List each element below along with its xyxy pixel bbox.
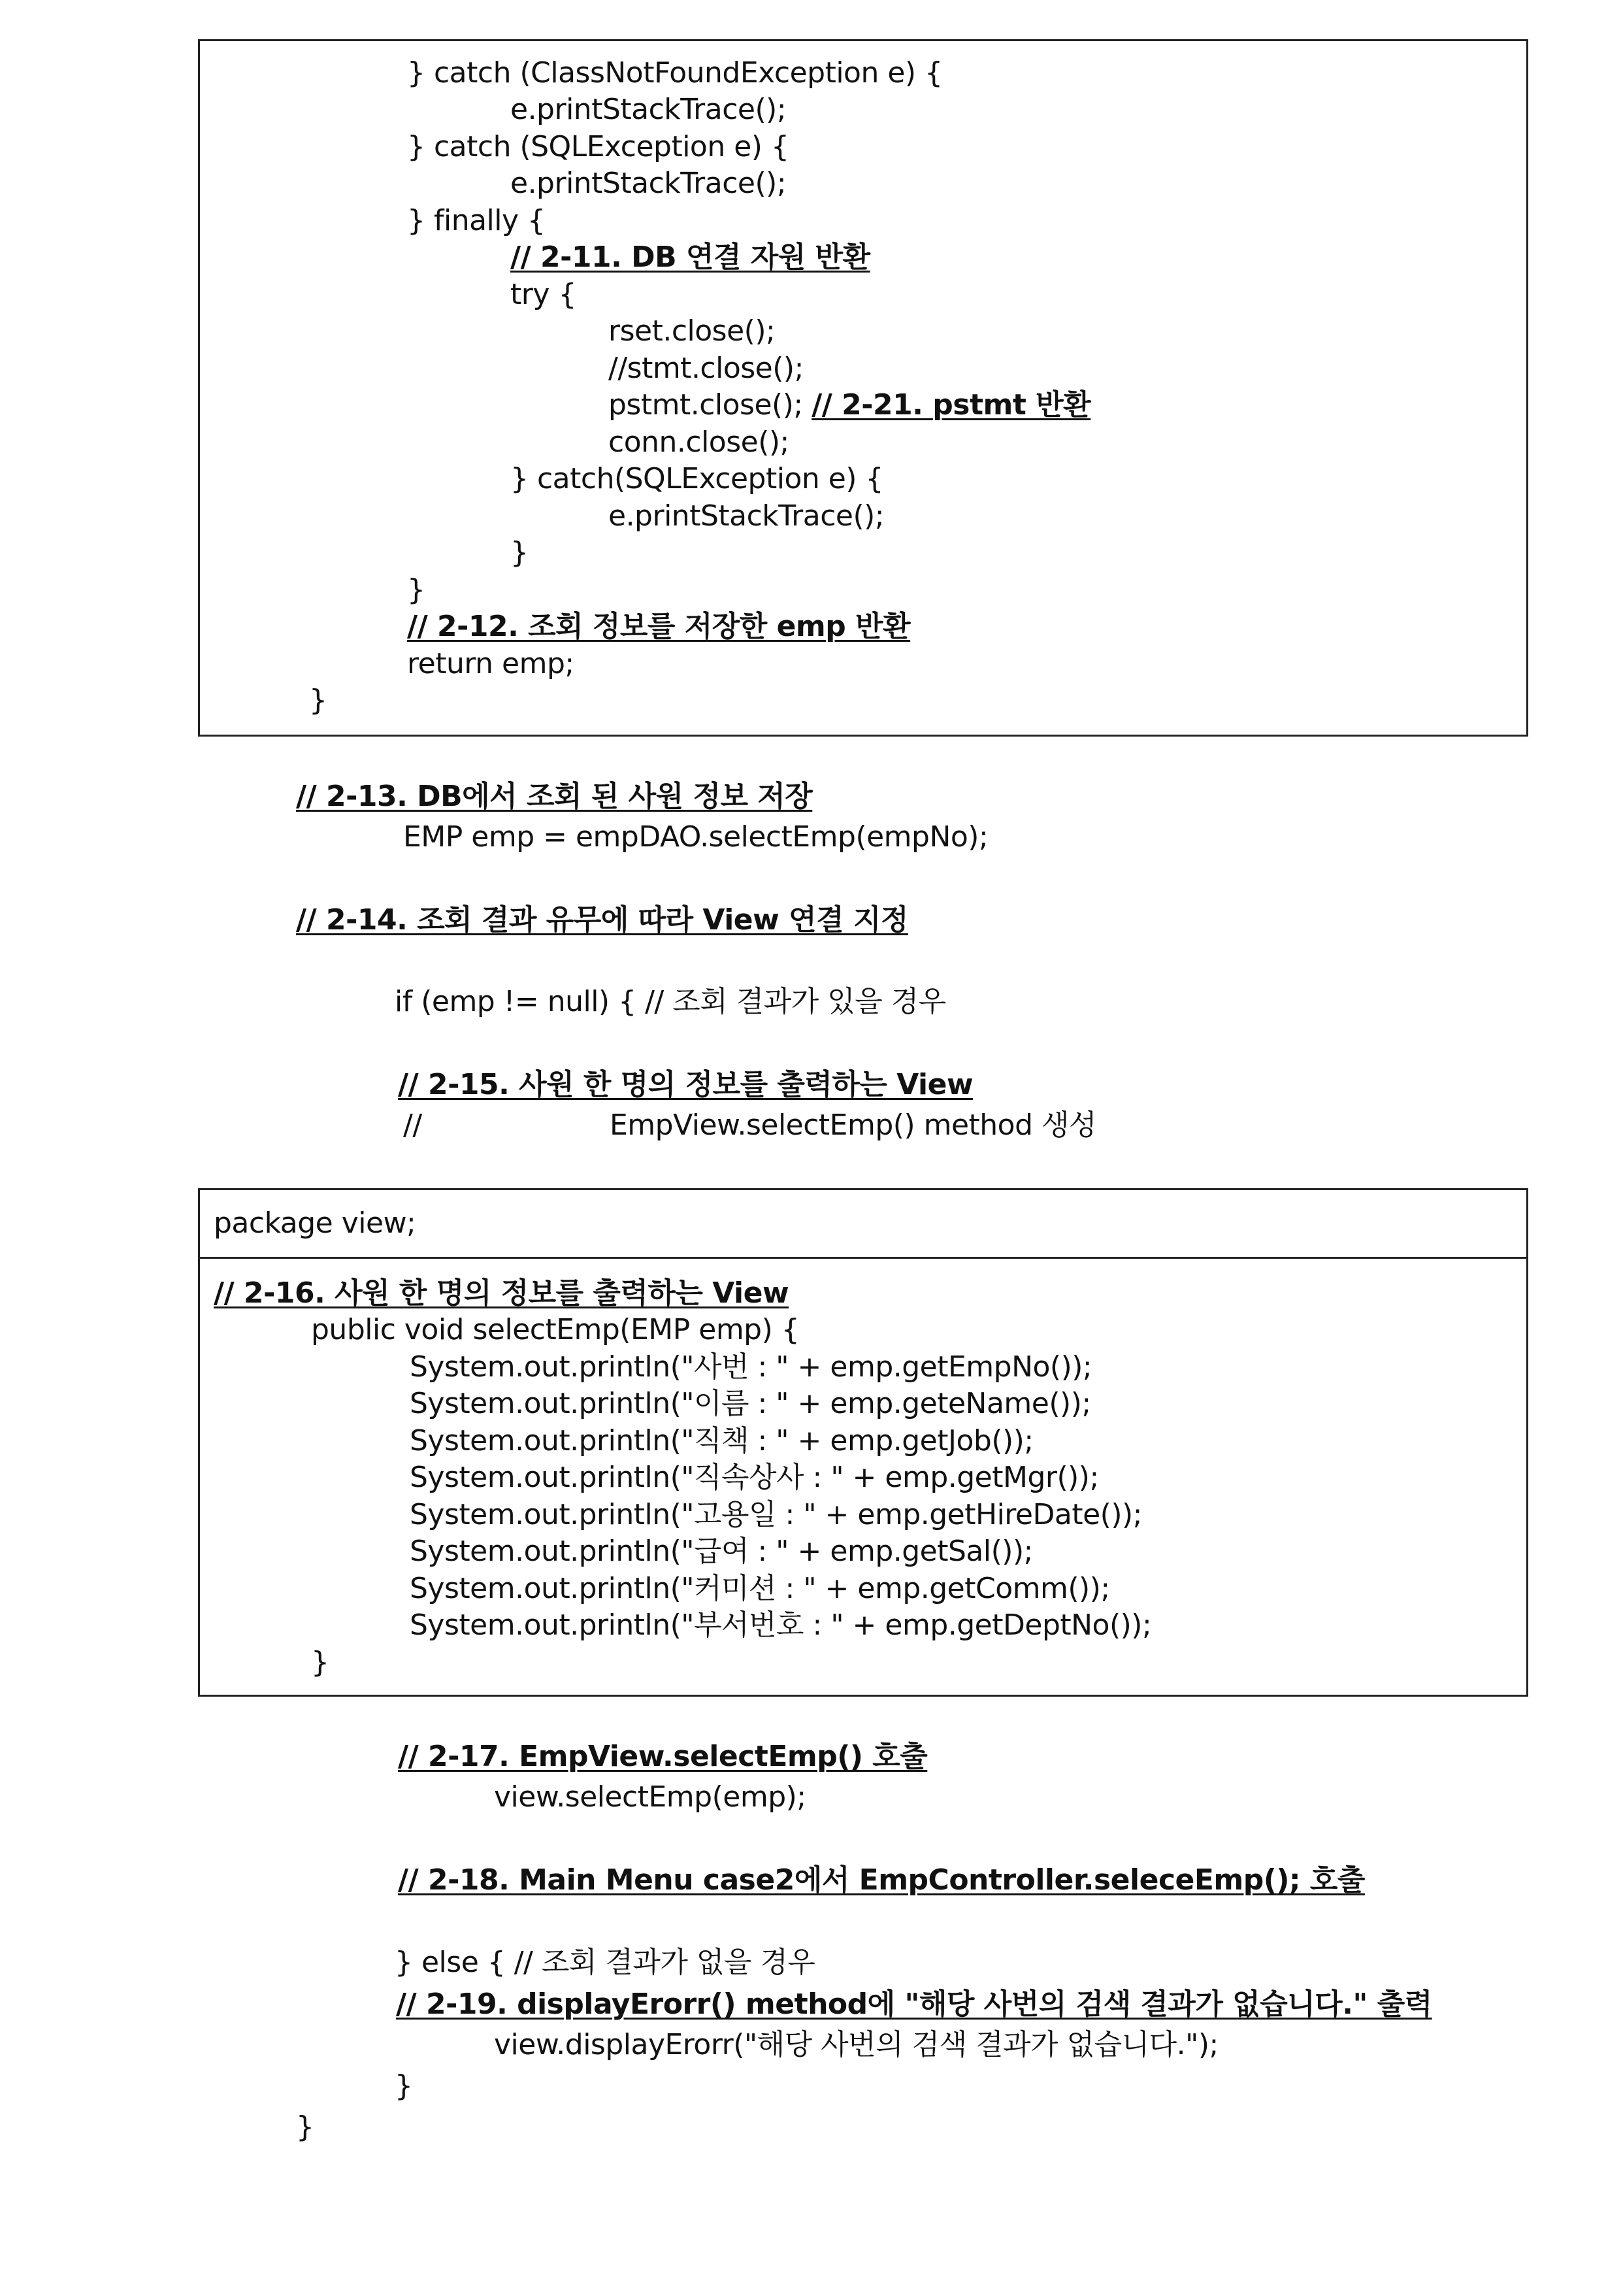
code-line: conn.close();: [608, 425, 789, 459]
code-line: System.out.println("이름 : " + emp.geteName());: [410, 1387, 1091, 1420]
code-line: System.out.println("고용일 : " + emp.getHireDate());: [410, 1498, 1142, 1531]
code-line: //: [403, 1108, 422, 1142]
code-line: }: [309, 684, 327, 717]
code-fragment: pstmt.close();: [608, 388, 812, 422]
code-line: } else { // 조회 결과가 없을 경우: [395, 1946, 815, 1979]
code-line: System.out.println("직속상사 : " + emp.getMgr());: [410, 1461, 1099, 1494]
code-line: if (emp != null) { // 조회 결과가 있을 경우: [395, 985, 946, 1018]
comment-heading: // 2-15. 사원 한 명의 정보를 출력하는 View: [398, 1068, 974, 1101]
comment-heading: // 2-11. DB 연결 자원 반환: [510, 241, 870, 274]
comment-heading: // 2-19. displayErorr() method에 "해당 사번의 검색 결과가 없습니다." 출력: [396, 1988, 1432, 2021]
code-line: try {: [510, 278, 576, 311]
code-line: System.out.println("커미션 : " + emp.getComm());: [410, 1572, 1110, 1605]
comment-heading: // 2-16. 사원 한 명의 정보를 출력하는 View: [214, 1276, 789, 1310]
code-line: }: [395, 2069, 413, 2103]
code-line: }: [510, 536, 529, 569]
code-line: System.out.println("직책 : " + emp.getJob());: [410, 1424, 1034, 1457]
code-line: }: [407, 573, 425, 607]
code-line: System.out.println("부서번호 : " + emp.getDeptNo());: [410, 1608, 1152, 1642]
code-line: } catch (ClassNotFoundException e) {: [407, 56, 943, 90]
code-line: System.out.println("사번 : " + emp.getEmpNo());: [410, 1350, 1092, 1384]
package-divider: [200, 1257, 1526, 1259]
code-line: e.printStackTrace();: [510, 93, 787, 126]
comment-heading: // 2-21. pstmt 반환: [812, 388, 1091, 422]
code-line: return emp;: [407, 647, 574, 680]
code-line: view.displayErorr("해당 사번의 검색 결과가 없습니다.");: [494, 2028, 1219, 2061]
code-line: //stmt.close();: [608, 352, 804, 385]
code-line: e.printStackTrace();: [510, 167, 787, 200]
code-line: }: [311, 1646, 329, 1679]
code-line: public void selectEmp(EMP emp) {: [311, 1313, 800, 1346]
code-line: } catch (SQLException e) {: [407, 130, 789, 163]
code-line: rset.close();: [608, 314, 776, 348]
code-line: EMP emp = empDAO.selectEmp(empNo);: [403, 820, 989, 854]
comment-heading: // 2-14. 조회 결과 유무에 따라 View 연결 지정: [296, 903, 908, 937]
code-line: view.selectEmp(emp);: [494, 1780, 806, 1814]
code-line: }: [296, 2110, 314, 2144]
code-line: e.printStackTrace();: [608, 499, 885, 533]
code-line: System.out.println("급여 : " + emp.getSal());: [410, 1535, 1033, 1568]
comment-heading: // 2-12. 조회 정보를 저장한 emp 반환: [407, 610, 911, 643]
package-line: package view;: [214, 1206, 416, 1240]
code-line: } finally {: [407, 204, 546, 237]
code-line: EmpView.selectEmp() method 생성: [610, 1108, 1097, 1142]
comment-heading: // 2-13. DB에서 조회 된 사원 정보 저장: [296, 780, 813, 813]
comment-heading: // 2-17. EmpView.selectEmp() 호출: [398, 1740, 928, 1773]
code-line: } catch(SQLException e) {: [510, 462, 883, 495]
comment-heading: // 2-18. Main Menu case2에서 EmpController.seleceEmp(); 호출: [398, 1863, 1365, 1897]
code-line: [608, 388, 1091, 422]
